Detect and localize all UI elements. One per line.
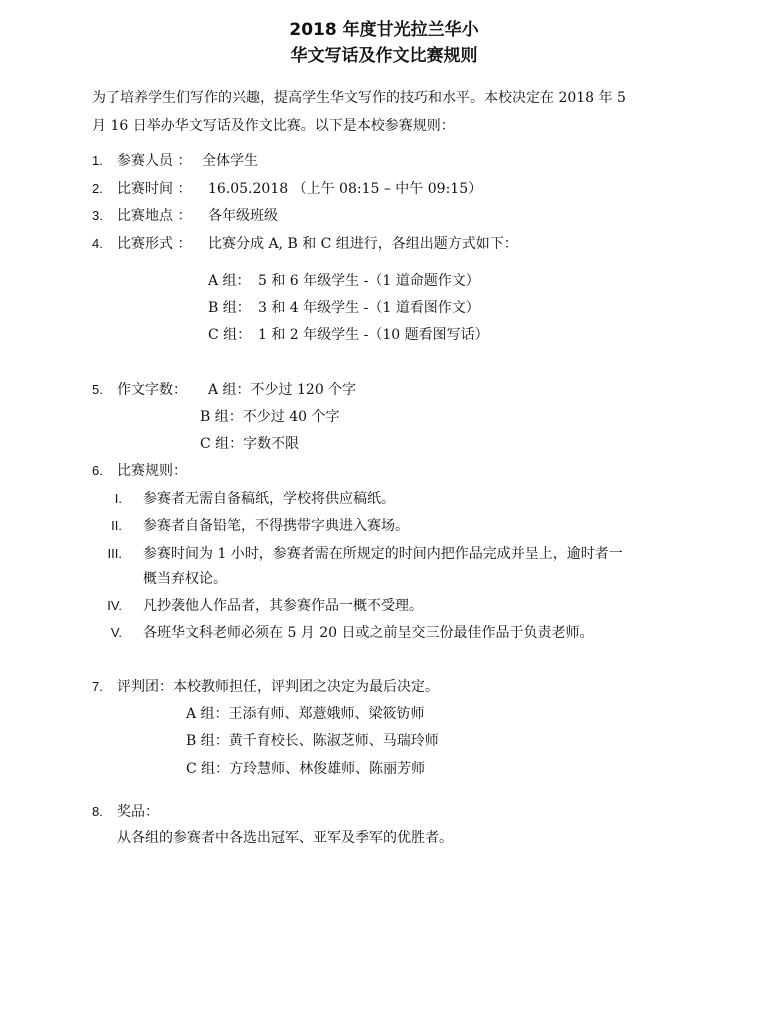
rules-label: 比赛规则： <box>117 463 187 479</box>
title-line-2: 华文写话及作文比赛规则 <box>290 46 478 66</box>
rule-text-2: 参赛者自备铅笔，不得携带字典进入赛场。 <box>143 518 409 534</box>
rule-text-3-cont: 概当弃权论。 <box>143 571 227 587</box>
format-group-c: C 组： <box>208 327 252 343</box>
wordcount-group-c: C 组：字数不限 <box>200 436 300 452</box>
rule-numeral-4: IV. <box>107 598 122 613</box>
format-group-a-desc: 5 和 6 年级学生 -（1 道命题作文） <box>258 273 480 289</box>
item-number-2: 2. <box>92 181 103 196</box>
item-number-3: 3. <box>92 208 103 223</box>
prizes-label: 奖品： <box>117 804 159 820</box>
wordcount-group-b: B 组：不少过 40 个字 <box>200 409 340 425</box>
rule-text-3: 参赛时间为 1 小时，参赛者需在所规定的时间内把作品完成并呈上，逾时者一 <box>143 546 623 562</box>
location-value: 各年级班级 <box>208 208 278 224</box>
format-group-a: A 组： <box>208 273 251 289</box>
item-number-7: 7. <box>92 679 103 694</box>
intro-line-2: 月 16 日举办华文写话及作文比赛。以下是本校参赛规则： <box>92 118 455 134</box>
rule-numeral-1: I. <box>114 491 122 506</box>
item-number-1: 1. <box>92 153 103 168</box>
rule-text-1: 参赛者无需自备稿纸，学校将供应稿纸。 <box>143 491 395 507</box>
rule-numeral-3: III. <box>107 546 122 561</box>
location-label: 比赛地点 ： <box>117 208 192 224</box>
intro-line-1: 为了培养学生们写作的兴趣，提高学生华文写作的技巧和水平。本校决定在 2018 年 5 <box>92 90 626 106</box>
title-line-1: 2018 年度甘光拉兰华小 <box>289 20 479 40</box>
format-value: 比赛分成 A, B 和 C 组进行，各组出题方式如下： <box>208 236 518 252</box>
item-number-4: 4. <box>92 236 103 251</box>
wordcount-group-a: A 组：不少过 120 个字 <box>208 382 357 398</box>
item-number-6: 6. <box>92 463 103 478</box>
time-label: 比赛时间 ： <box>117 181 192 197</box>
rule-text-4: 凡抄袭他人作品者，其参赛作品一概不受理。 <box>143 598 423 614</box>
rule-text-5: 各班华文科老师必须在 5 月 20 日或之前呈交三份最佳作品于负责老师。 <box>143 625 594 641</box>
participants-label: 参赛人员 ： <box>117 153 192 169</box>
wordcount-label: 作文字数： <box>117 382 187 398</box>
judges-group-b: B 组：黄千育校长、陈淑芝师、马瑞玲师 <box>186 733 439 749</box>
time-value: 16.05.2018 （上午 08:15 – 中午 09:15） <box>208 181 483 197</box>
prizes-text: 从各组的参赛者中各选出冠军、亚军及季军的优胜者。 <box>117 830 453 846</box>
format-group-b-desc: 3 和 4 年级学生 -（1 道看图作文） <box>258 300 480 316</box>
judges-label: 评判团：本校教师担任，评判团之决定为最后决定。 <box>117 679 439 695</box>
format-group-b: B 组： <box>208 300 251 316</box>
format-label: 比赛形式 ： <box>117 236 192 252</box>
judges-group-a: A 组：王添有师、郑薏娥师、梁筱钫师 <box>186 706 425 722</box>
rule-numeral-5: V. <box>110 625 122 640</box>
rule-numeral-2: II. <box>111 518 122 533</box>
item-number-8: 8. <box>92 804 103 819</box>
judges-group-c: C 组：方玲慧师、林俊雄师、陈丽芳师 <box>186 761 426 777</box>
participants-value: 全体学生 <box>202 153 258 169</box>
item-number-5: 5. <box>92 382 103 397</box>
format-group-c-desc: 1 和 2 年级学生 -（10 题看图写话） <box>258 327 489 343</box>
